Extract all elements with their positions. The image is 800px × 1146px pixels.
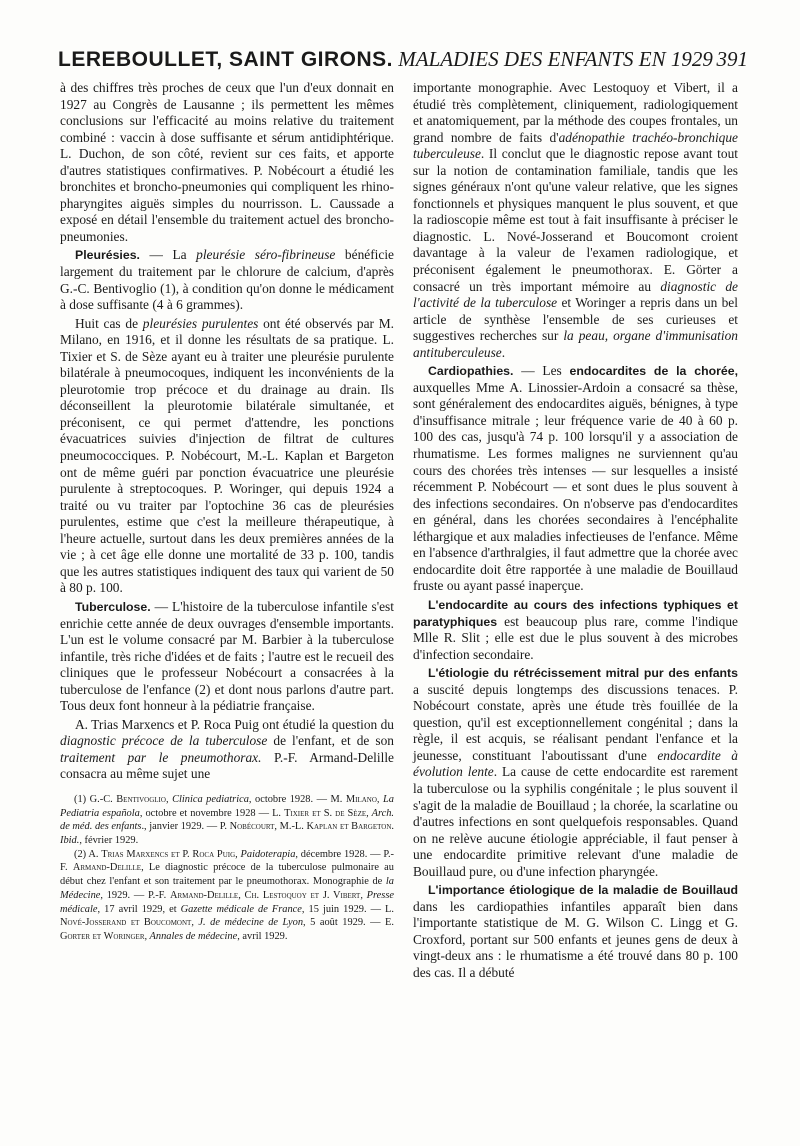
section-heading: L'importance étiologique de la maladie de Bouillaud	[428, 883, 738, 898]
paragraph: importante monographie. Avec Lestoquoy et Vibert, il a étudié très complètement, cliniquement, radiologiquement et anatomiquement, par la méthode des coupes frontales, un grand nombre de faits d'adénopathie trachéo-bronchique tuberculeuse. Il conclut que le diagnostic repose avant tout sur la notion de contamination familiale, tandis que les signes généraux n'ont qu'une valeur relative, que les signes fonctionnels et physiques manquent le plus souvent, et que la radioscopie même est tout à fait insuffisante à préciser le diagnostic. L. Nové-Josserand et Boucomont croient davantage à la valeur de l'examen radiologique, et préconisent également le pneumothorax. E. Görter a consacré un très important mémoire au diagnostic de l'activité de la tuberculose et Woringer a repris dans un bel article de synthèse l'ensemble de ses curieuses et suggestives recherches sur la peau, organe d'immunisation antituberculeuse.	[413, 80, 739, 360]
left-column	[60, 80, 394, 944]
running-header	[58, 46, 748, 72]
paragraph: A. Trias Marxencs et P. Roca Puig ont étudié la question du diagnostic précoce de la tuberculose de l'enfant, et de son traitement par le pneumothorax. P.-F. Armand-Delille consacra au même sujet une	[60, 716, 394, 782]
right-column	[413, 80, 738, 982]
paragraph-etiologie: L'étiologie du rétrécissement mitral pur des enfants a suscité depuis longtemps des discussions tenaces. P. Nobécourt constate, après une étude très fouillée de la question, qu'il est exceptionnellement congénital ; dans la règle, il est acquis, se réalisant pendant l'enfance et la jeunesse, constituant l'aboutissant d'une endocardite à évolution lente. La cause de cette endocardite est rarement la tuberculose ou la syphilis congénitale ; le plus souvent il s'agit de la maladie de Bouillaud ; la chorée, la scarlatine ou d'autres infections en sont quelquefois responsables. Quand on ne relève aucune étiologie appréciable, il faut penser à une endocardite primitive relevant d'une maladie de Bouillaud pure, ou d'une infection pharyngée.	[413, 666, 738, 879]
section-heading: Cardiopathies.	[428, 364, 514, 379]
footnote-2: (2) A. Trias Marxencs et P. Roca Puig, Paidoterapia, décembre 1928. — P.-F. Armand-Delille, Le diagnostic précoce de la tuberculose pulmonaire au début chez l'enfant et son traitement par le pneumothorax. Monographie de la Médecine, 1929. — P.-F. Armand-Delille, Ch. Lestoquoy et J. Vibert, Presse médicale, 17 avril 1929, et Gazette médicale de France, 15 juin 1929. — L. Nové-Josserand et Boucomont, J. de médecine de Lyon, 5 août 1929. — E. Gorter et Woringer, Annales de médecine, avril 1929.	[60, 848, 395, 942]
paragraph-tuberculose: Tuberculose. — L'histoire de la tuberculose infantile s'est enrichie cette année de deux ouvrages d'ensemble importants. L'un est le volume consacré par M. Barbier à la tuberculose infantile, très riche d'idées et de faits ; l'autre est le recueil des cliniques que le professeur Nobécourt a consacrées à la tuberculose de l'enfance (2) et dont nous parlons d'autre part. Tous deux font honneur à la pédiatrie française.	[60, 598, 394, 714]
header-title: MALADIES DES ENFANTS EN 1929	[398, 47, 713, 71]
paragraph: Huit cas de pleurésies purulentes ont été observés par M. Milano, en 1916, et il donne les résultats de sa pratique. L. Tixier et S. de Sèze ayant eu à traiter une pleurésie purulente bilatérale à pneumocoques, indiquent les inconvénients de la pleurotomie trop précoce et du drainage au drain. Ils déconseillent la pleurotomie bilatérale simultanée, et préconisent, ce qui permet d'attendre, les ponctions évacuatrices suivies d'injection de filtrat de cultures pneumococciques. P. Nobécourt, M.-L. Kaplan et Bargeton ont de même guéri par ponction évacuatrice une pleurésie purulente à streptocoques. P. Woringer, qui depuis 1924 a traité ou vu traiter par l'optochine 36 cas de pleurésies purulentes, estime que c'est la meilleure thérapeutique, à l'heure actuelle, surtout dans les deux premières années de la vie ; à cet âge elle donne une mortalité de 33 p. 100, tandis que les autres statistiques indiquent des taux qui varient de 50 à 80 p. 100.	[60, 315, 394, 596]
section-heading: Tuberculose.	[75, 599, 151, 614]
footnotes	[60, 793, 394, 944]
section-heading: Pleurésies.	[75, 248, 140, 263]
paragraph-importance: L'importance étiologique de la maladie de Bouillaud dans les cardiopathies infantiles apparaît bien dans l'importante statistique de M. G. Wilson C. Lingg et G. Croxford, portant sur 500 enfants et jeunes gens de deux à vingt-deux ans : le rhumatisme a été trouvé dans 80 p. 100 des cas. Il a débuté	[413, 883, 738, 980]
paragraph-endocardite: L'endocardite au cours des infections typhiques et paratyphiques est beaucoup plus rare, comme l'indique Mlle R. Slit ; elle est due le plus souvent à des microbes d'infection secondaire.	[413, 597, 738, 662]
page-number: 391	[716, 47, 748, 71]
header-authors: LEREBOULLET, SAINT GIRONS.	[58, 48, 394, 71]
section-heading: L'étiologie du rétrécissement mitral pur des enfants	[428, 666, 738, 681]
paragraph: à des chiffres très proches de ceux que l'un d'eux donnait en 1927 au Congrès de Lausanne ; ils permettent les mêmes conclusions sur l'efficacité au moins relative du traitement combiné : vaccin à dose suffisante et sérum antidiphtérique. L. Duchon, de son côté, revient sur ces faits, et apporte d'autres statistiques confirmatives. P. Nobécourt a étudié les bronchites et broncho-pneumonies qui compliquent les rhino-pharyngites aiguës simples du nourrisson. L. Caussade a exposé en détail l'ensemble du traitement actuel des broncho-pneumonies.	[60, 80, 394, 244]
paragraph-pleuresies: Pleurésies. — La pleurésie séro-fibrineuse bénéficie largement du traitement par le chlorure de calcium, d'après G.-C. Bentivoglio (1), à condition qu'on donne le médicament à dose suffisante (4 à 6 grammes).	[60, 247, 394, 313]
paragraph-cardiopathies: Cardiopathies. — Les endocardites de la chorée, auxquelles Mme A. Linossier-Ardoin a consacré sa thèse, sont généralement des endocardites aiguës, bénignes, à type d'insuffisance mitrale ; leur fréquence varie de 40 à 60 p. 100 des cas, jusqu'à 74 p. 100 lorsqu'il y a association de rhumatisme. Les formes malignes ne surviennent qu'au cours des chorées très intenses — sur lesquelles a insisté récemment P. Nobécourt — et sont dues le plus souvent à des infections secondaires. On n'observe pas d'endocardites en général, dans les chorées secondaires à l'encéphalite léthargique et aux maladies infectieuses de l'enfance. Même en l'absence d'arthralgies, il faut admettre que la chorée avec endocardite doit être rapportée à une maladie de Bouillaud fruste ou ayant passé inaperçue.	[413, 363, 738, 594]
section-heading: L'endocardite au cours des infections typhiques et paratyphiques	[413, 597, 738, 629]
footnote-1: (1) G.-C. Bentivoglio, Clinica pediatrica, octobre 1928. — M. Milano, La Pediatria española, octobre et novembre 1928 — L. Tixier et S. de Sèze, Arch. de méd. des enfants., janvier 1929. — P. Nobécourt, M.-L. Kaplan et Bargeton. Ibid., février 1929.	[60, 793, 395, 847]
